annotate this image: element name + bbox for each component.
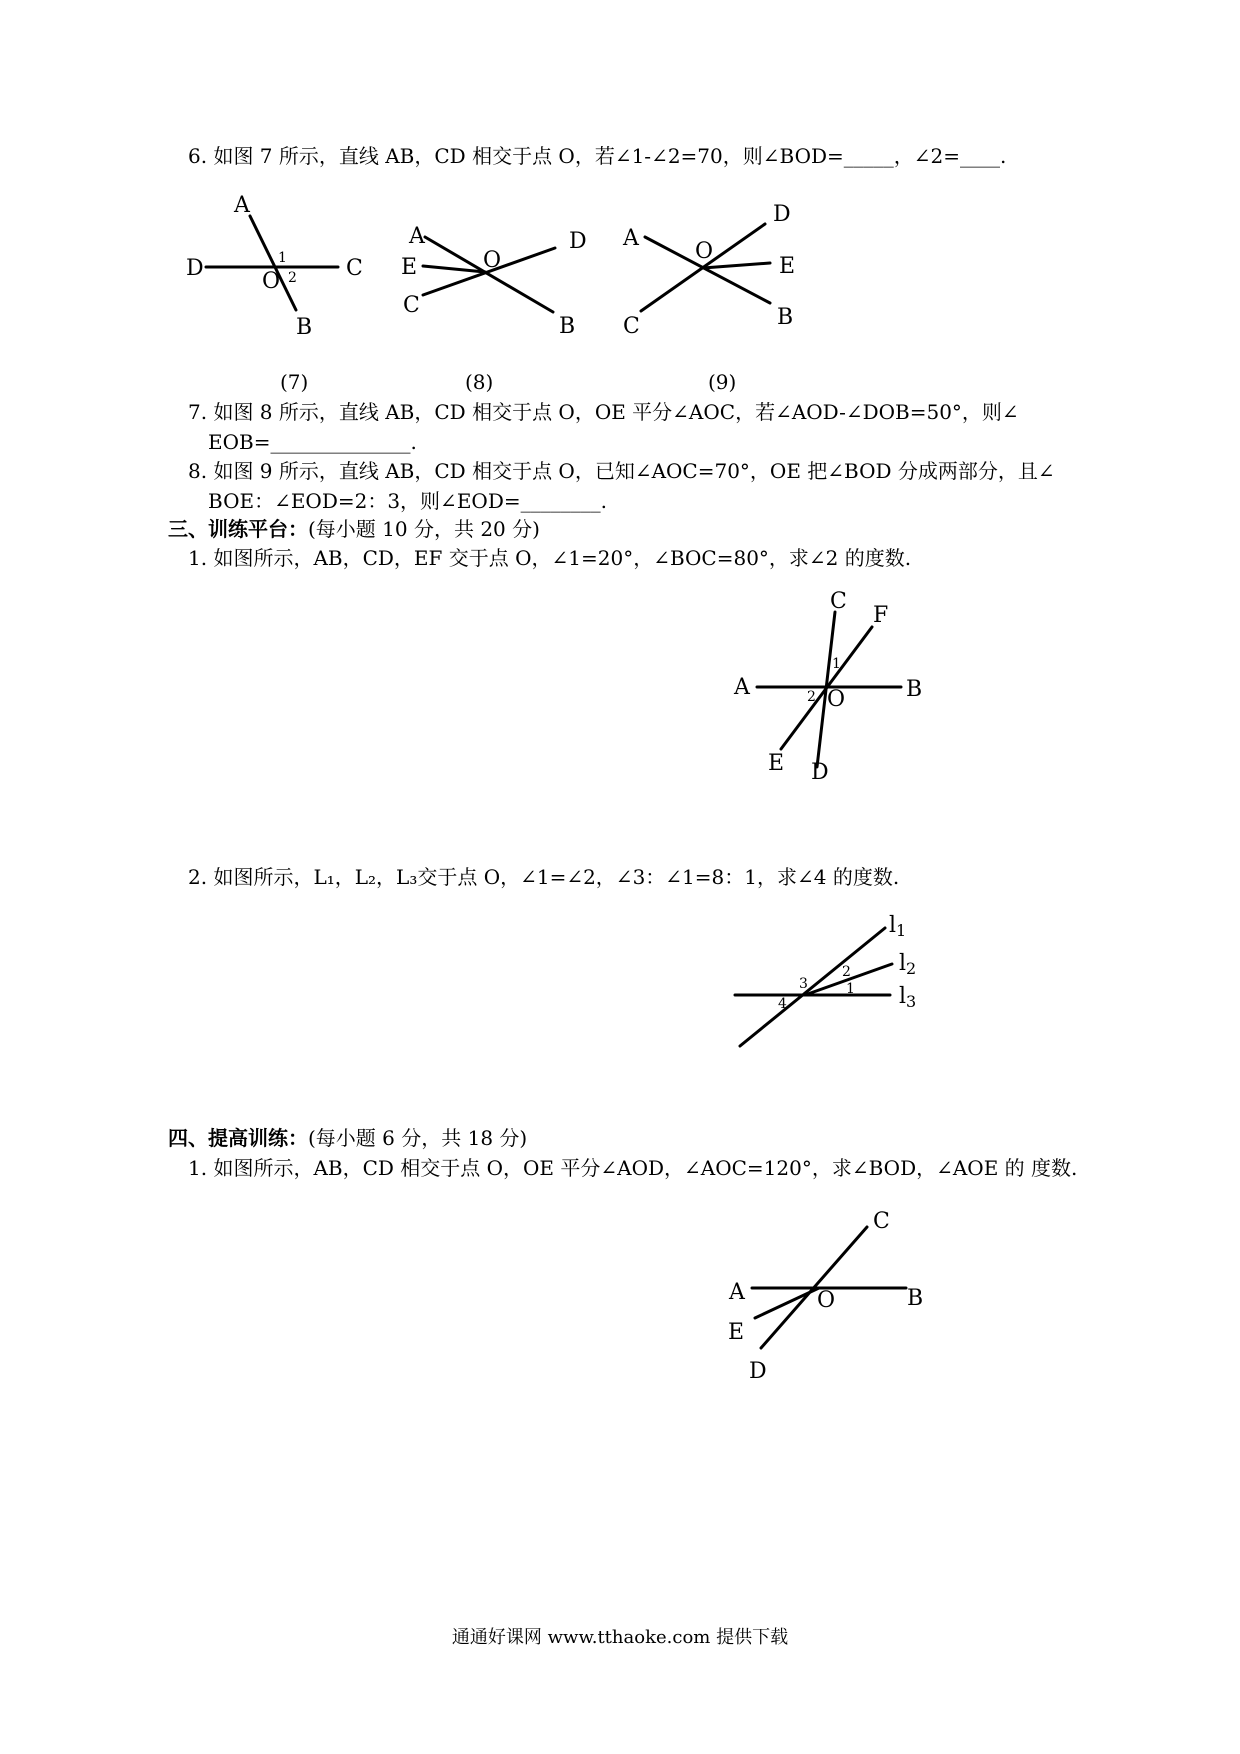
label-l3: l3 (899, 984, 917, 1011)
question-6-end: . (1000, 144, 1007, 168)
question-6 (188, 144, 1006, 168)
label-o: O (695, 239, 714, 264)
label-a: A (729, 1280, 745, 1305)
section-3-problem-2-figure (725, 900, 940, 1055)
question-8-blank: ________ (520, 489, 601, 513)
label-d: D (569, 229, 587, 254)
label-f: F (873, 603, 889, 628)
label-a: A (234, 193, 250, 218)
question-6-mid: ，∠2= (893, 144, 961, 168)
angle-2-label: 2 (288, 270, 297, 286)
label-l1: l1 (889, 913, 907, 940)
figure-9-caption: (9) (708, 370, 737, 394)
label-b: B (777, 305, 794, 330)
question-6-text: 6. 如图 7 所示，直线 AB，CD 相交于点 O，若∠1-∠2=70，则∠BOD= (188, 144, 844, 168)
question-8-text: BOE：∠EOD=2：3，则∠EOD= (208, 489, 521, 513)
angle-3-label: 3 (799, 976, 808, 992)
question-8-end: . (600, 489, 607, 513)
section-4-heading (168, 1126, 527, 1150)
question-7-text: EOB= (208, 430, 271, 454)
figure-7-caption: (7) (280, 370, 309, 394)
label-d: D (749, 1359, 767, 1384)
page-footer: 通通好课网 www.tthaoke.com 提供下载 (451, 1627, 789, 1648)
figure-8 (395, 215, 600, 345)
section-3-heading (168, 517, 540, 541)
label-o: O (817, 1288, 836, 1313)
question-6-blank-angle2: ____ (960, 144, 1001, 168)
section-4-problem-1-figure (715, 1205, 940, 1390)
label-c: C (873, 1209, 890, 1234)
line-ab (250, 216, 296, 310)
label-b: B (296, 315, 313, 340)
label-c: C (403, 293, 420, 318)
label-c: C (830, 589, 847, 614)
figure-7 (180, 190, 380, 350)
angle-1-label: 1 (278, 250, 287, 266)
label-b: B (906, 677, 923, 702)
question-7-line-2 (208, 430, 417, 454)
angle-2-label: 2 (807, 689, 816, 705)
question-7-line-1: 7. 如图 8 所示，直线 AB，CD 相交于点 O，OE 平分∠AOC，若∠AOD-∠DOB=50°，则∠ (188, 400, 1019, 424)
section-4-problem-1: 1. 如图所示，AB，CD 相交于点 O，OE 平分∠AOD，∠AOC=120°，求∠BOD，∠AOE 的 度数. (188, 1156, 1078, 1180)
label-b: B (559, 314, 576, 339)
figure-9 (615, 195, 820, 345)
label-c: C (346, 256, 363, 281)
label-e: E (768, 751, 785, 776)
label-e: E (401, 255, 418, 280)
question-7-blank: ______________ (270, 430, 411, 454)
label-b: B (907, 1286, 924, 1311)
label-e: E (728, 1320, 745, 1345)
question-8-line-2 (208, 489, 607, 513)
label-a: A (734, 675, 750, 700)
ray-oe (703, 263, 770, 268)
ray-oe (755, 1288, 819, 1318)
angle-1-label: 1 (846, 981, 855, 997)
label-o: O (262, 269, 281, 294)
section-3-problem-1: 1. 如图所示，AB，CD，EF 交于点 O，∠1=20°，∠BOC=80°，求∠2 的度数. (188, 546, 912, 570)
section-3-score: (每小题 10 分，共 20 分) (308, 517, 540, 541)
label-a: A (409, 224, 425, 249)
label-e: E (779, 254, 796, 279)
label-d: D (186, 256, 204, 281)
section-3-title: 三、训练平台： (168, 517, 308, 541)
angle-4-label: 4 (778, 996, 787, 1012)
label-c: C (623, 314, 640, 339)
label-l2: l2 (899, 951, 917, 978)
question-8-line-1: 8. 如图 9 所示，直线 AB，CD 相交于点 O，已知∠AOC=70°，OE 把∠BOD 分成两部分，且∠ (188, 459, 1055, 483)
label-d: D (773, 202, 791, 227)
label-d: D (811, 760, 829, 785)
section-4-score: (每小题 6 分，共 18 分) (308, 1126, 528, 1150)
question-7-end: . (410, 430, 417, 454)
question-6-blank-bod: _____ (843, 144, 894, 168)
angle-2-label: 2 (842, 964, 851, 980)
section-4-title: 四、提高训练： (168, 1126, 308, 1150)
label-a: A (623, 226, 639, 251)
label-o: O (483, 248, 502, 273)
angle-1-label: 1 (832, 656, 841, 672)
section-3-problem-1-figure (725, 585, 940, 790)
figure-8-caption: (8) (465, 370, 494, 394)
label-o: O (827, 687, 846, 712)
section-3-problem-2: 2. 如图所示，L₁，L₂，L₃交于点 O，∠1=∠2，∠3：∠1=8：1，求∠4 的度数. (188, 865, 900, 889)
line-l1 (740, 928, 885, 1046)
